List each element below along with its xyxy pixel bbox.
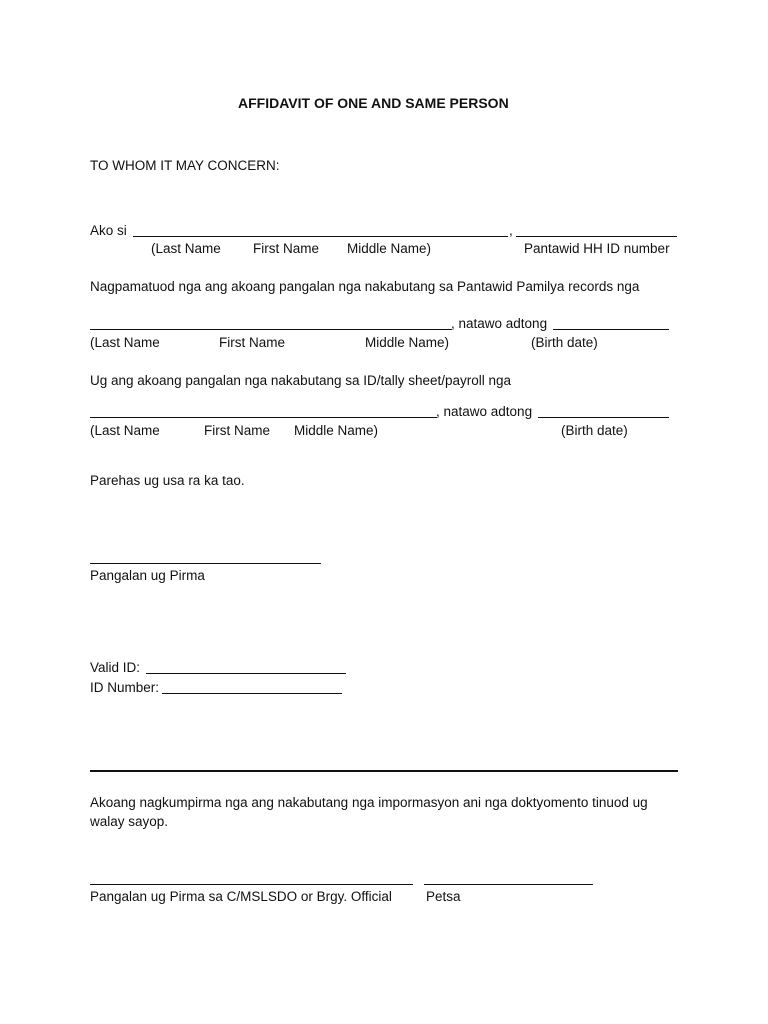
signature-label: Pangalan ug Pirma (90, 568, 205, 583)
sub-first-name: First Name (253, 241, 320, 256)
ako-si-label: Ako si (90, 223, 127, 238)
signature-blank[interactable] (90, 563, 321, 564)
records-statement: Nagpamatuod nga ang akoang pangalan nga nakabutang sa Pantawid Pamilya records nga (90, 279, 640, 294)
official-signature-label: Pangalan ug Pirma sa C/MSLSDO or Brgy. Official (90, 889, 392, 904)
date-blank[interactable] (424, 884, 593, 885)
document-title: AFFIDAVIT OF ONE AND SAME PERSON (238, 95, 509, 111)
id-birth-date-blank[interactable] (538, 417, 669, 418)
section-divider (90, 770, 678, 772)
date-label: Petsa (426, 889, 461, 904)
sub-last-name: (Last Name (90, 335, 160, 350)
valid-id-label: Valid ID: (90, 660, 141, 675)
records-name-blank[interactable] (90, 329, 452, 330)
confirmation-text-line2: walay sayop. (90, 814, 169, 829)
sub-hh-id: Pantawid HH ID number (524, 241, 670, 256)
id-name-blank[interactable] (90, 417, 437, 418)
id-number-label: ID Number: (90, 680, 160, 695)
sub-birth-date: (Birth date) (531, 335, 598, 350)
id-statement: Ug ang akoang pangalan nga nakabutang sa ID/tally sheet/payroll nga (90, 373, 512, 388)
confirmation-text-line1: Akoang nagkumpirma nga ang nakabutang nga impormasyon ani nga doktyomento tinuod ug (90, 795, 648, 810)
salutation: TO WHOM IT MAY CONCERN: (90, 158, 280, 173)
sub-middle-name: Middle Name) (365, 335, 450, 350)
sub-first-name: First Name (219, 335, 286, 350)
natawo-adtong-label: , natawo adtong (436, 404, 533, 419)
records-birth-date-blank[interactable] (553, 329, 669, 330)
sub-last-name: (Last Name (90, 423, 160, 438)
sub-middle-name: Middle Name) (294, 423, 379, 438)
same-person-statement: Parehas ug usa ra ka tao. (90, 473, 245, 488)
natawo-adtong-label: , natawo adtong (451, 316, 548, 331)
official-signature-blank[interactable] (90, 884, 413, 885)
valid-id-blank[interactable] (146, 673, 346, 674)
id-number-blank[interactable] (162, 693, 342, 694)
sub-last-name: (Last Name (151, 241, 221, 256)
sub-first-name: First Name (204, 423, 271, 438)
sub-middle-name: Middle Name) (347, 241, 432, 256)
full-name-blank[interactable] (133, 236, 508, 237)
comma: , (509, 223, 513, 238)
hh-id-blank[interactable] (516, 236, 677, 237)
sub-birth-date: (Birth date) (561, 423, 628, 438)
